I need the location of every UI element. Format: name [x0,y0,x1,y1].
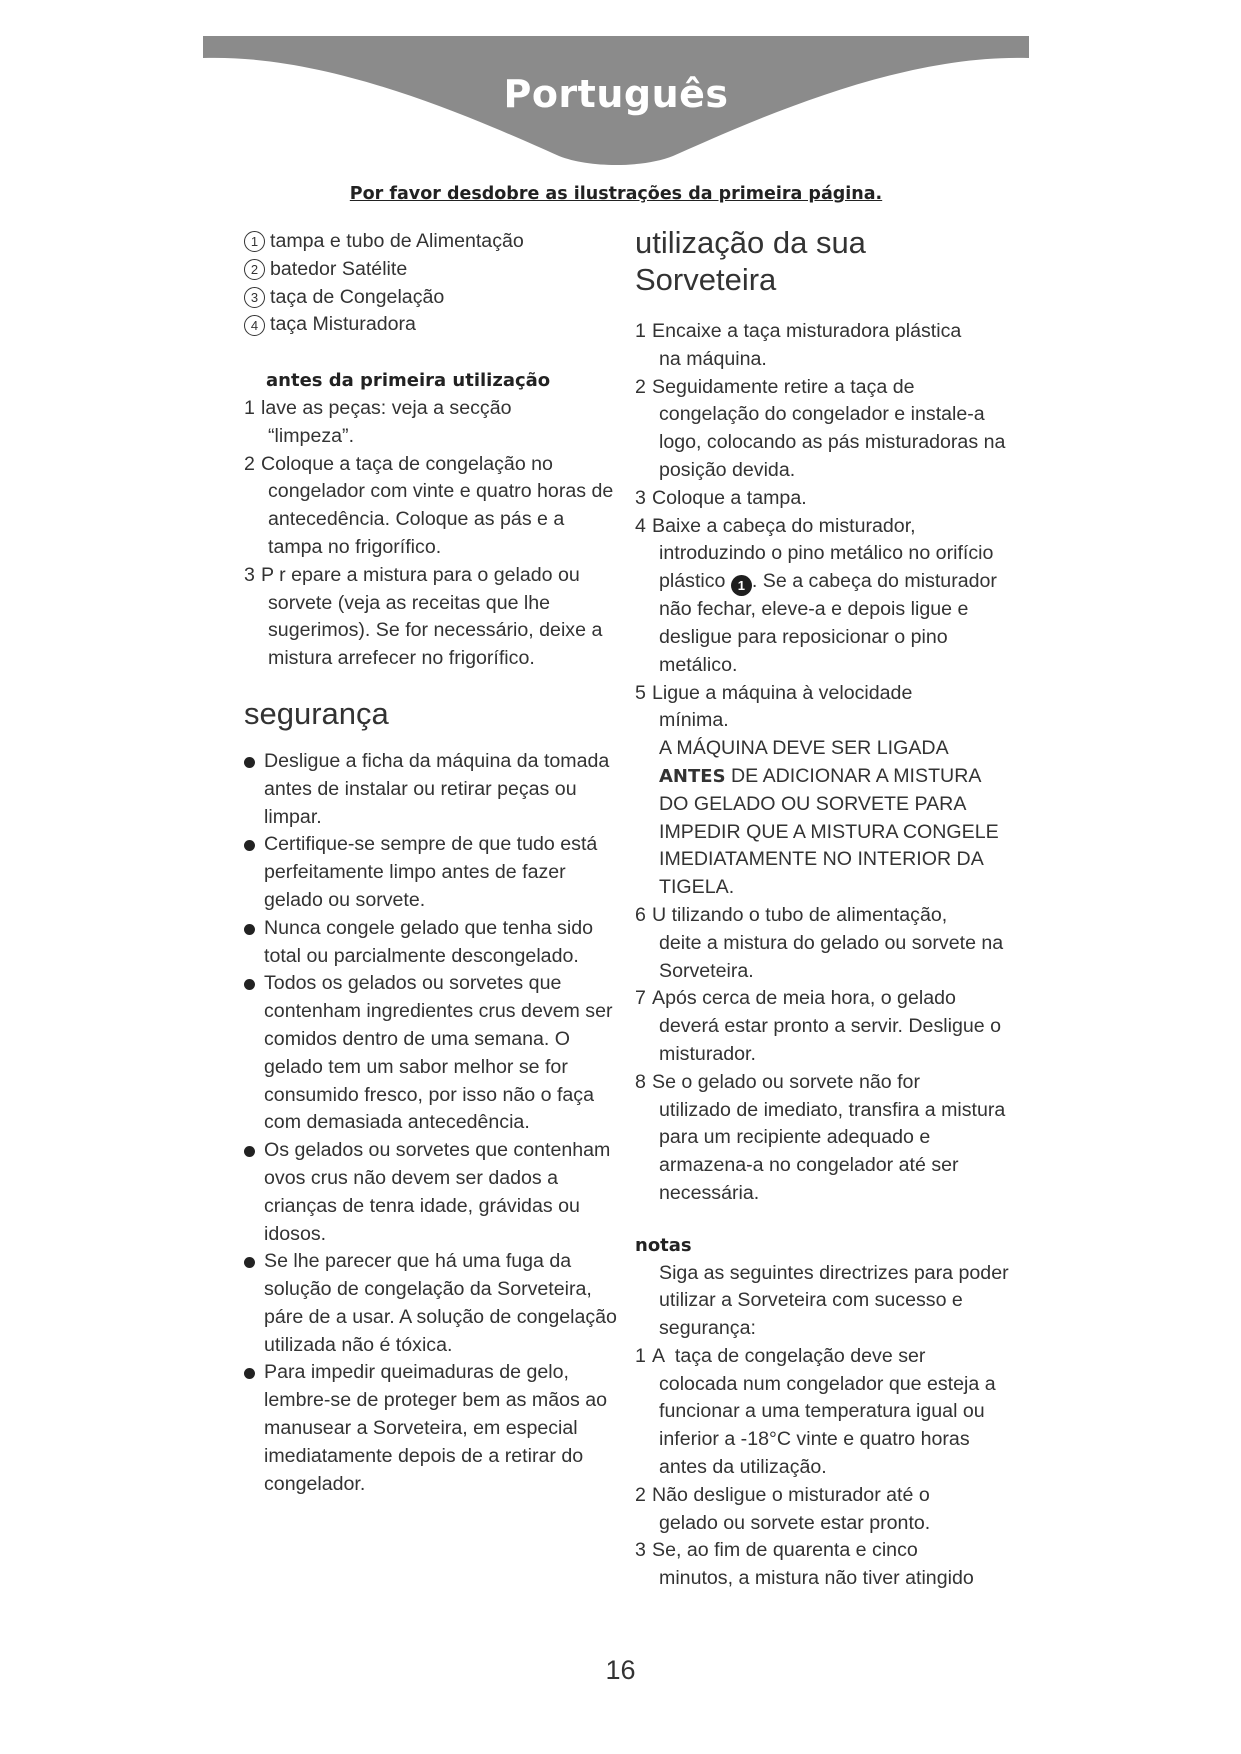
bullet-dot-icon [244,1368,255,1379]
circled-number: 1 [244,231,265,252]
note-text-cont: colocada num congelador que esteja a funcionar a uma temperatura igual ou inferior a -18°C vinte e quatro horas antes da utilização. [659,1372,996,1479]
bullet-dot-icon [244,757,255,768]
list-item [244,562,624,673]
bullet-item [244,915,624,971]
part-label: taça Misturadora [270,313,416,336]
step-text-part: . Se a cabeça do misturador não fechar, eleve-a e depois ligue e desligue para reposicionar o pino metálico. [659,570,997,676]
step-item [635,374,1015,485]
list-item [244,451,624,562]
parts-list [244,228,624,339]
step-text: Baixe a cabeça do misturador, [652,514,916,537]
step-text-cont [652,540,1015,679]
step-item [635,318,1015,374]
step-text: U tilizando o tubo de alimentação, [652,903,948,926]
bullet-item [244,748,624,831]
note-number: 1 [635,1344,646,1367]
bullet-dot-icon [244,840,255,851]
note-text: A taça de congelação deve ser [652,1344,926,1367]
step-item [635,680,1015,902]
step-text-cont: utilizado de imediato, transfira a mistura para um recipiente adequado e armazena-a no congelador até ser necessária. [659,1098,1006,1204]
note-text-cont: minutos, a mistura não tiver atingido [659,1567,974,1590]
step-text: Coloque a tampa. [652,486,807,509]
bullet-dot-icon [244,1146,255,1157]
figure-reference-badge: 1 [731,575,752,596]
notes-intro: Siga as seguintes directrizes para poder utilizar a Sorveteira com sucesso e segurança: [659,1261,1009,1340]
before-first-use-list [244,395,624,673]
item-text-cont: sorvete (veja as receitas que lhe sugerimos). Se for necessário, deixe a mistura arrefecer no frigorífico. [268,591,603,670]
step-item [635,985,1015,1068]
list-item [244,395,624,451]
item-text: P r epare a mistura para o gelado ou [261,563,580,586]
step-number: 3 [635,486,646,509]
step-number: 8 [635,1070,646,1093]
usage-steps [635,318,1015,1208]
step-text-cont: deverá estar pronto a servir. Desligue o misturador. [659,1015,1001,1065]
item-text-cont: “limpeza”. [268,424,355,447]
note-item [635,1343,1015,1482]
safety-heading: segurança [244,695,389,731]
unfold-illustrations-note: Por favor desdobre as ilustrações da primeira página. [349,184,883,204]
bullet-text: Todos os gelados ou sorvetes que contenham ingredientes crus devem ser comidos dentro de uma semana. O gelado tem um sabor melhor se for consumido fresco, por isso não o faça com demasiada antecedência. [264,972,613,1134]
step-text: Após cerca de meia hora, o gelado [652,987,956,1010]
circled-number: 3 [244,287,265,308]
step-number: 5 [635,681,646,704]
step-warning [652,735,1015,902]
notes-list [635,1343,1015,1593]
warning-text: DE ADICIONAR A MISTURA DO GELADO OU SORVETE PARA IMPEDIR QUE A MISTURA CONGELE IMEDIATAMENTE NO INTERIOR DA TIGELA. [659,764,999,899]
bullet-text: Certifique-se sempre de que tudo está perfeitamente limpo antes de fazer gelado ou sorvete. [264,833,598,911]
step-item [635,485,1015,513]
step-text-cont: congelação do congelador e instale-a logo, colocando as pás misturadoras na posição devida. [659,403,1006,481]
part-item [244,311,624,339]
bullet-text: Nunca congele gelado que tenha sido total ou parcialmente descongelado. [264,916,593,967]
bullet-dot-icon [244,924,255,935]
item-number: 2 [244,452,255,475]
part-item [244,256,624,284]
step-text-cont: deite a mistura do gelado ou sorvete na Sorveteira. [659,931,1004,982]
page-title: Português [503,72,729,116]
bullet-item [244,1248,624,1359]
item-number: 1 [244,396,255,419]
step-number: 6 [635,903,646,926]
right-column [635,224,1015,1593]
bullet-text: Para impedir queimaduras de gelo, lembre-se de proteger bem as mãos ao manusear a Sorveteira, em especial imediatamente depois de a retirar do congelador. [264,1361,608,1495]
note-number: 3 [635,1539,646,1562]
part-label: batedor Satélite [270,257,408,280]
safety-bullets [244,748,624,1499]
usage-heading: utilização da sua Sorveteira [635,225,866,297]
bullet-text: Os gelados ou sorvetes que contenham ovos crus não devem ser dados a crianças de tenra idade, grávidas ou idosos. [264,1139,611,1245]
part-item [244,284,624,312]
before-first-use-heading: antes da primeira utilização [266,370,551,392]
notes-heading: notas [635,1234,692,1256]
bullet-item [244,1359,624,1498]
note-text: Se, ao fim de quarenta e cinco [652,1539,918,1562]
note-item [635,1482,1015,1538]
bullet-item [244,1137,624,1248]
warning-bold-word: ANTES [659,765,726,787]
note-text: Não desligue o misturador até o [652,1483,930,1506]
part-label: taça de Congelação [270,285,445,308]
left-column [244,228,624,1498]
part-item [244,228,624,256]
step-text-cont: mínima. [659,709,729,732]
language-banner [203,36,1029,176]
bullet-dot-icon [244,1257,255,1268]
step-text: Se o gelado ou sorvete não for [652,1070,920,1093]
step-text-cont: na máquina. [659,347,767,370]
bullet-dot-icon [244,979,255,990]
step-item [635,513,1015,680]
item-text: lave as peças: veja a secção [261,396,512,419]
step-text: Encaixe a taça misturadora plástica [652,320,962,342]
bullet-text: Desligue a ficha da máquina da tomada antes de instalar ou retirar peças ou limpar. [264,749,610,828]
bullet-item [244,831,624,914]
page-number: 16 [605,1655,636,1685]
step-number: 4 [635,514,646,537]
item-text-cont: congelador com vinte e quatro horas de antecedência. Coloque as pás e a tampa no frigorífico. [268,480,614,558]
bullet-text: Se lhe parecer que há uma fuga da solução de congelação da Sorveteira, páre de a usar. A solução de congelação utilizada não é tóxica. [264,1250,617,1356]
circled-number: 2 [244,259,265,280]
circled-number: 4 [244,315,265,336]
step-text: Seguidamente retire a taça de [652,375,915,398]
part-label: tampa e tubo de Alimentação [270,230,524,252]
warning-text: A MÁQUINA DEVE SER LIGADA [659,737,948,760]
step-number: 2 [635,375,646,398]
note-item [635,1537,1015,1593]
step-number: 7 [635,987,646,1010]
item-text: Coloque a taça de congelação no [261,452,553,475]
step-item [635,1069,1015,1208]
step-text-part: introduzindo o pino metálico no orifício plástico [659,542,994,593]
note-number: 2 [635,1483,646,1506]
item-number: 3 [244,563,255,586]
step-number: 1 [635,320,646,342]
note-text-cont: gelado ou sorvete estar pronto. [659,1511,931,1534]
bullet-item [244,970,624,1137]
step-text: Ligue a máquina à velocidade [652,681,913,704]
step-item [635,902,1015,985]
